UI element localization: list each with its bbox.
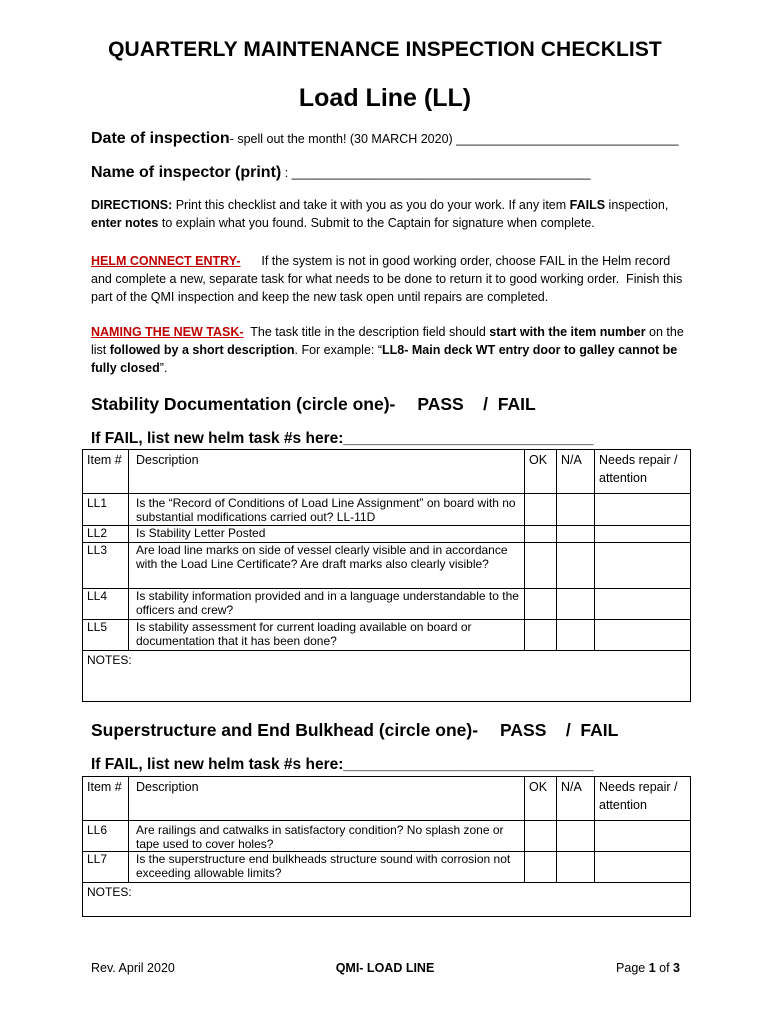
inspector-name-line: [91, 164, 591, 182]
table-row: [83, 821, 691, 852]
naming-task-paragraph: [91, 323, 691, 377]
document-subtitle: Load Line (LL): [298, 84, 472, 112]
needs-repair-cell[interactable]: [595, 852, 691, 883]
inspector-label: Name of inspector (print): [91, 164, 282, 181]
document-title: QUARTERLY MAINTENANCE INSPECTION CHECKLIST: [108, 38, 662, 61]
table-row: [83, 589, 691, 620]
ok-cell[interactable]: [525, 620, 557, 651]
naming-bold-3: LL8- Main deck WT entry door to galley cannot be fully closed: [91, 343, 678, 375]
item-number: LL2: [83, 526, 129, 543]
section-stability-heading: [91, 394, 536, 415]
section-heading-text: Superstructure and End Bulkhead (circle one)-: [91, 720, 479, 740]
header-ok: OK: [525, 777, 557, 821]
stability-checklist-table: [82, 449, 691, 702]
item-description: Is stability information provided and in a language understandable to the officers and crew?: [129, 589, 525, 620]
footer-page-number: [616, 961, 680, 975]
header-na: N/A: [557, 450, 595, 494]
superstructure-checklist-table: [82, 776, 691, 917]
na-cell[interactable]: [557, 821, 595, 852]
date-hint: - spell out the month! (30 MARCH 2020) ________________________________: [229, 132, 679, 146]
page-prefix: Page: [616, 961, 649, 975]
naming-text-2: on the list: [91, 325, 684, 357]
naming-text-1: The task title in the description field should: [243, 325, 490, 339]
table-row: [83, 526, 691, 543]
ok-cell[interactable]: [525, 526, 557, 543]
item-description: Is the superstructure end bulkheads structure sound with corrosion not exceeding allowable limits?: [129, 852, 525, 883]
section-superstructure-fail-line: If FAIL, list new helm task #s here:_____________________________: [91, 756, 594, 773]
page-current: 1: [648, 961, 656, 975]
directions-text-2: inspection,: [605, 198, 669, 212]
header-ok: OK: [525, 450, 557, 494]
item-number: LL7: [83, 852, 129, 883]
helm-connect-text: If the system is not in good working order, choose FAIL in the Helm record and complete a new, separate task for what needs to be done to return it to good working order. Finish this part of the QMI inspection and keep the new task open until repairs are completed.: [91, 254, 686, 304]
table-row: [83, 494, 691, 526]
naming-bold-1: start with the item number: [489, 325, 646, 339]
header-needs-repair: Needs repair / attention: [595, 450, 691, 494]
na-cell[interactable]: [557, 543, 595, 589]
needs-repair-cell[interactable]: [595, 620, 691, 651]
na-cell[interactable]: [557, 526, 595, 543]
table-row: [83, 620, 691, 651]
section-heading-text: Stability Documentation (circle one)-: [91, 394, 396, 414]
date-of-inspection-line: [91, 130, 679, 148]
table-header-row: [83, 450, 691, 494]
header-needs-repair: Needs repair / attention: [595, 777, 691, 821]
section-stability-fail-line: If FAIL, list new helm task #s here:_____________________________: [91, 430, 594, 447]
item-number: LL6: [83, 821, 129, 852]
inspector-hint: : ___________________________________________: [281, 166, 591, 180]
header-item: Item #: [83, 777, 129, 821]
header-description: Description: [129, 777, 525, 821]
ok-cell[interactable]: [525, 852, 557, 883]
header-na: N/A: [557, 777, 595, 821]
directions-enter-notes: enter notes: [91, 216, 159, 230]
helm-connect-label: HELM CONNECT ENTRY-: [91, 254, 241, 268]
item-number: LL4: [83, 589, 129, 620]
header-description: Description: [129, 450, 525, 494]
pass-fail-choice: PASS / FAIL: [417, 394, 536, 414]
table-row: [83, 543, 691, 589]
ok-cell[interactable]: [525, 494, 557, 526]
directions-text: Print this checklist and take it with you as you do your work. If any item: [172, 198, 570, 212]
table-header-row: [83, 777, 691, 821]
ok-cell[interactable]: [525, 543, 557, 589]
needs-repair-cell[interactable]: [595, 589, 691, 620]
notes-field[interactable]: NOTES:: [83, 883, 691, 917]
item-description: Are railings and catwalks in satisfactory condition? No splash zone or tape used to cover holes?: [129, 821, 525, 852]
needs-repair-cell[interactable]: [595, 821, 691, 852]
item-description: Are load line marks on side of vessel clearly visible and in accordance with the Load Line Certificate? Are draft marks also clearly visible?: [129, 543, 525, 589]
notes-row: [83, 651, 691, 702]
needs-repair-cell[interactable]: [595, 543, 691, 589]
notes-field[interactable]: NOTES:: [83, 651, 691, 702]
needs-repair-cell[interactable]: [595, 494, 691, 526]
na-cell[interactable]: [557, 852, 595, 883]
directions-label: DIRECTIONS:: [91, 198, 173, 212]
helm-connect-paragraph: [91, 252, 691, 306]
header-item: Item #: [83, 450, 129, 494]
item-number: LL5: [83, 620, 129, 651]
directions-paragraph: [91, 196, 691, 232]
footer-revision: Rev. April 2020: [91, 961, 175, 975]
pass-fail-choice: PASS / FAIL: [500, 720, 619, 740]
naming-text-3: . For example: “: [294, 343, 383, 357]
item-description: Is Stability Letter Posted: [129, 526, 525, 543]
ok-cell[interactable]: [525, 589, 557, 620]
na-cell[interactable]: [557, 589, 595, 620]
naming-bold-2: followed by a short description: [109, 343, 295, 357]
naming-task-label: NAMING THE NEW TASK-: [91, 325, 244, 339]
item-number: LL1: [83, 494, 129, 526]
page-total: 3: [673, 961, 680, 975]
page-of: of: [655, 961, 674, 975]
footer-doc-name: QMI- LOAD LINE: [335, 961, 435, 975]
directions-fails: FAILS: [569, 198, 606, 212]
section-superstructure-heading: [91, 720, 618, 741]
notes-row: [83, 883, 691, 917]
na-cell[interactable]: [557, 620, 595, 651]
item-description: Is stability assessment for current loading available on board or documentation that it has been done?: [129, 620, 525, 651]
naming-text-4: ”.: [159, 361, 168, 375]
na-cell[interactable]: [557, 494, 595, 526]
ok-cell[interactable]: [525, 821, 557, 852]
directions-text-3: to explain what you found. Submit to the Captain for signature when complete.: [158, 216, 595, 230]
needs-repair-cell[interactable]: [595, 526, 691, 543]
item-description: Is the “Record of Conditions of Load Line Assignment” on board with no substantial modifications carried out? LL-11D: [129, 494, 525, 526]
date-label: Date of inspection: [91, 130, 230, 147]
table-row: [83, 852, 691, 883]
item-number: LL3: [83, 543, 129, 589]
